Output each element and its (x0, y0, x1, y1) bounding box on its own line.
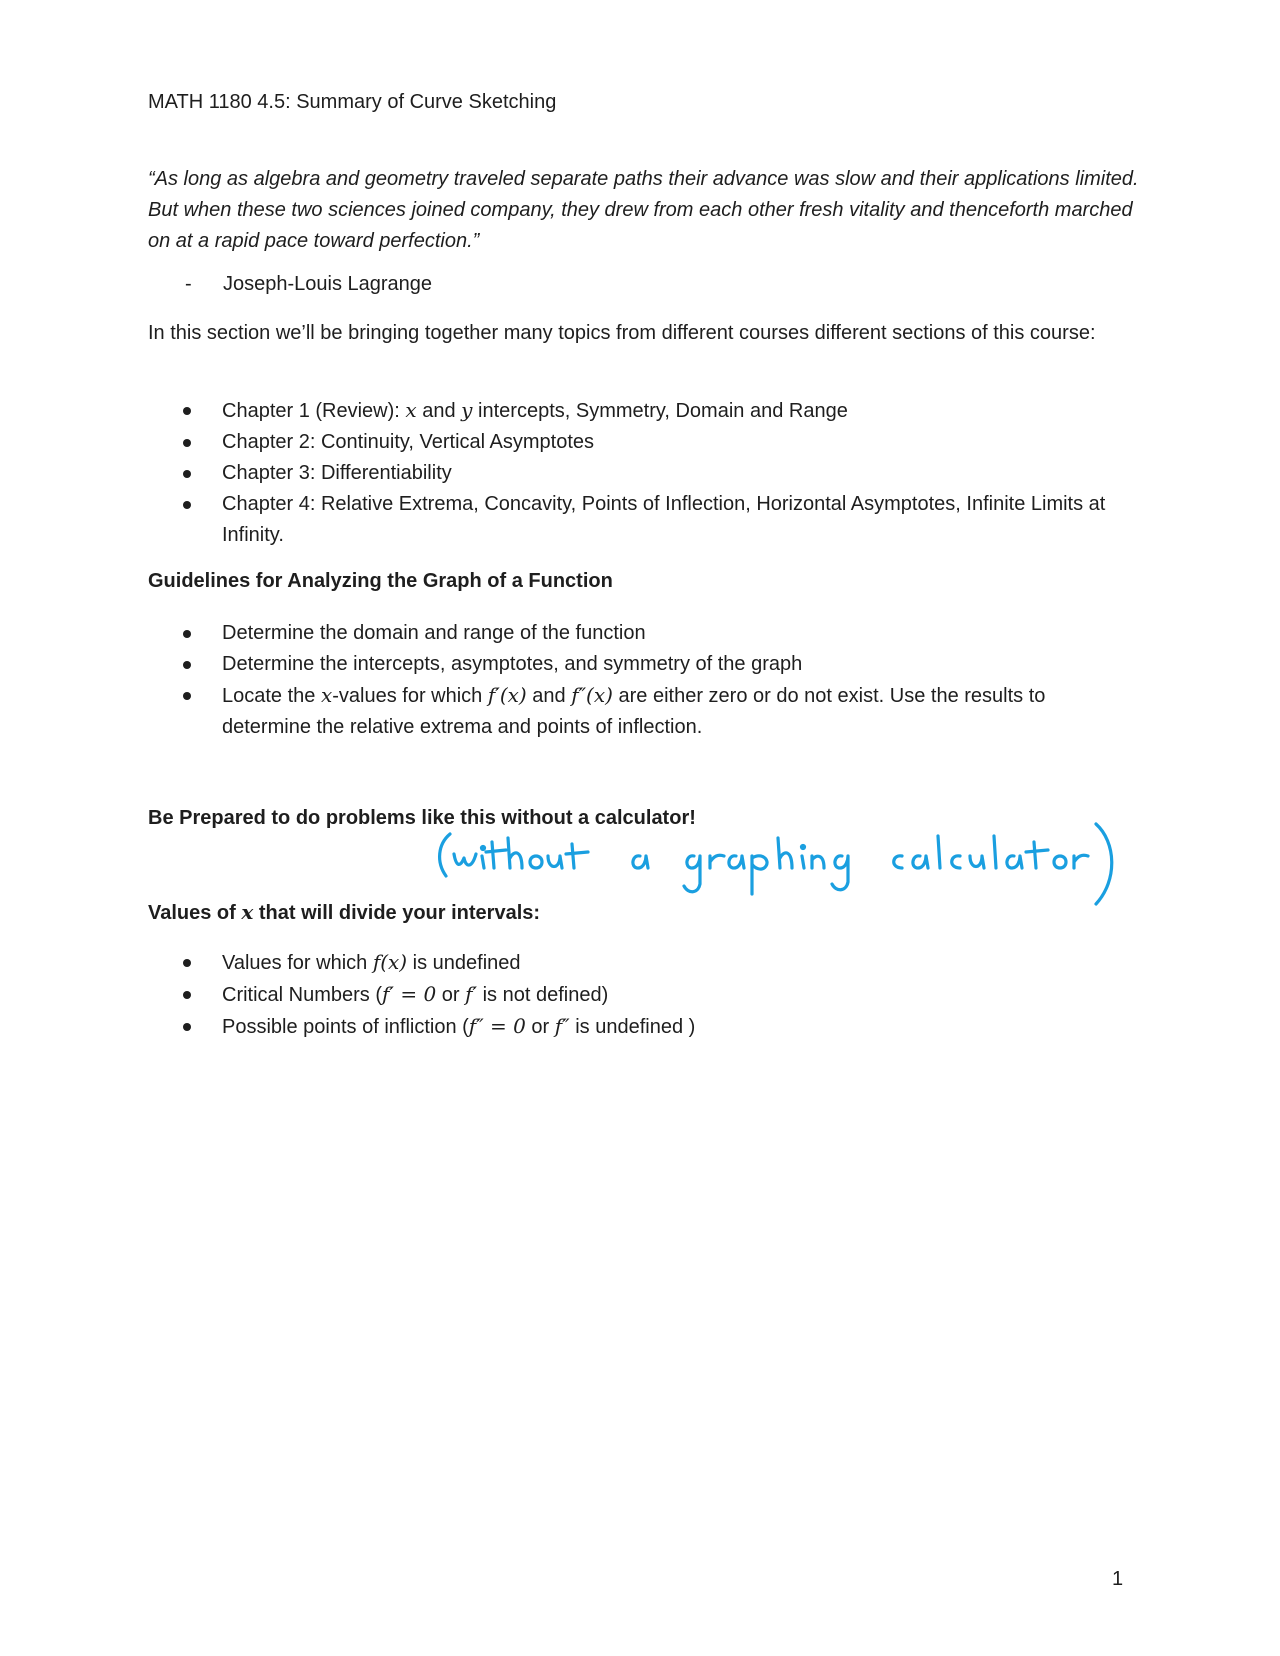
bullet-icon (183, 407, 191, 415)
attribution-dash: - (185, 273, 192, 295)
guidelines-heading: Guidelines for Analyzing the Graph of a Function (148, 570, 613, 592)
guidelines-list (148, 618, 1138, 743)
bullet-icon (183, 661, 191, 669)
list-item: Determine the intercepts, asymptotes, and symmetry of the graph (148, 649, 1138, 680)
intro-paragraph: In this section we’ll be bringing together many topics from different courses different sections of this course: (148, 322, 1096, 344)
list-item: Values for which f(x) is undefined (148, 947, 1138, 979)
bullet-icon (183, 501, 191, 509)
list-item: Chapter 2: Continuity, Vertical Asymptotes (148, 427, 1138, 458)
list-item: Chapter 1 (Review): x and y intercepts, Symmetry, Domain and Range (148, 395, 1138, 427)
bullet-icon (183, 692, 191, 700)
chapter-list (148, 395, 1138, 551)
list-item: Chapter 3: Differentiability (148, 458, 1138, 489)
bullet-icon (183, 439, 191, 447)
prepared-heading: Be Prepared to do problems like this without a calculator! (148, 807, 696, 829)
bullet-icon (183, 630, 191, 638)
page-number: 1 (1112, 1568, 1124, 1590)
bullet-icon (183, 991, 191, 999)
values-list (148, 947, 1138, 1043)
bullet-icon (183, 1023, 191, 1031)
quote-attribution (185, 273, 432, 296)
values-heading: Values of x that will divide your intervals: (148, 900, 541, 924)
lagrange-quote: “As long as algebra and geometry traveled separate paths their advance was slow and their applications limited. But when these two sciences joined company, they drew from each other fresh vitality and thenceforth marched on at a rapid pace toward perfection.” (148, 168, 1139, 252)
list-item: Determine the domain and range of the function (148, 618, 1138, 649)
list-item: Possible points of infliction (f″ = 0 or f″ is undefined ) (148, 1011, 1138, 1043)
bullet-icon (183, 959, 191, 967)
list-item: Chapter 4: Relative Extrema, Concavity, Points of Inflection, Horizontal Asymptotes, Infinite Limits at Infinity. (148, 489, 1138, 551)
list-item: Critical Numbers (f′ = 0 or f′ is not defined) (148, 979, 1138, 1011)
page-title: MATH 1180 4.5: Summary of Curve Sketching (148, 91, 557, 113)
bullet-icon (183, 470, 191, 478)
list-item: Locate the x-values for which f′(x) and f″(x) are either zero or do not exist. Use the results to determine the relative extrema and points of inflection. (148, 680, 1138, 743)
quote-author: Joseph-Louis Lagrange (223, 273, 433, 295)
